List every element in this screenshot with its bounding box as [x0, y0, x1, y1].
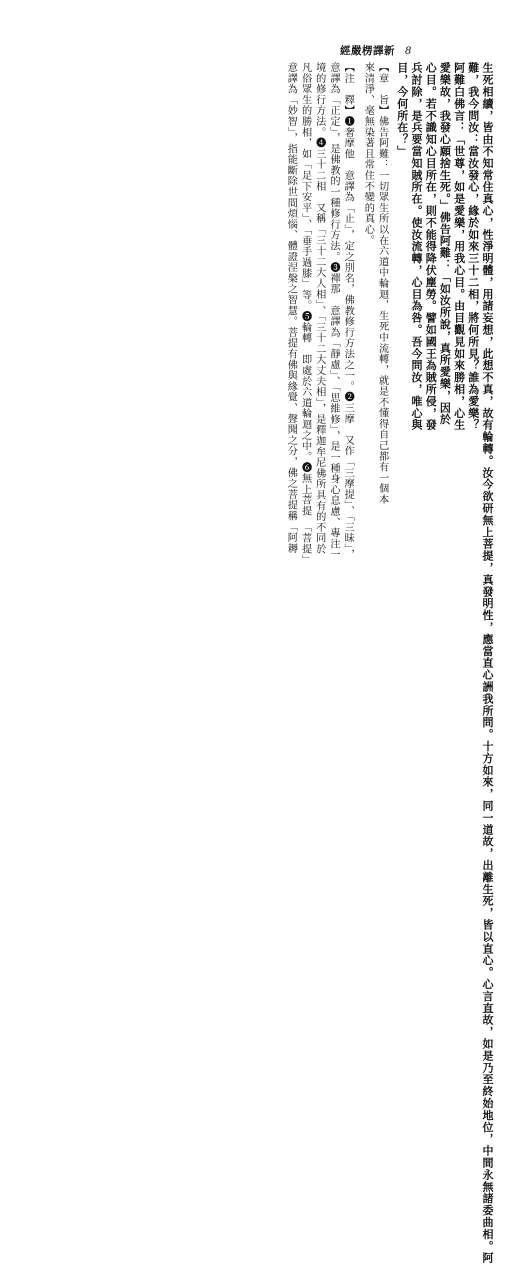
vertical-text-body	[114, 62, 494, 1264]
text-column: 難，我今問汝：當汝發心，緣於如來三十二相，將何所見？誰為愛樂？	[466, 62, 480, 431]
text-column: 心目。若不識知心目所在，則不能得降伏塵勞。譬如國王為賊所侵，發	[424, 62, 438, 431]
page-number: 8	[405, 42, 411, 57]
text-column: 目，今何所在？」	[395, 62, 409, 158]
text-column: 【章 旨】佛告阿難：一切眾生所以在六道中輪迴，生死中流轉，就是不懂得自己都有一個本	[376, 62, 388, 505]
text-column: 凡俗眾生的勝相，如「足下安平」、「垂手過膝」等。❺輪轉 即處於六道輪迴之中。❻無上菩提 「菩提」	[299, 62, 311, 566]
text-column: 來清淨、毫無染著且常住不變的真心。	[362, 62, 374, 246]
running-header	[340, 40, 500, 60]
text-column: 愛樂故，我發心願捨生死。」佛告阿難：「如汝所說，真所愛樂，因於	[438, 62, 452, 426]
text-column: 境的修行方法。❹三十二相 又稱「三十二大人相」、「三十二大丈夫相」，是釋迦牟尼佛所具有的不同於	[313, 62, 325, 555]
text-column: 意譯為「正定」，是佛教的一種修行方法。❸禪那 意譯為「靜慮」、「思維修」，是一種身心息慮、專注一	[327, 62, 339, 560]
text-column: 阿難白佛言：「世尊，如是愛樂，用我心目。由目觀見如來勝相，心生	[452, 62, 466, 431]
text-column: 生死相續，皆由不知常住真心，性淨明體，用諸妄想，此想不真，故有輪轉。汝今欲研無上菩提，真發明性，應當直心詶我所問。十方如來，同一道故，出離生死，皆以直心。心言直故，如是乃至終始地位，中間永無諸委曲相。阿	[481, 62, 494, 1264]
book-title: 經嚴楞譯新	[340, 44, 395, 57]
text-column: 【注 釋】❶奢摩他 意譯為「止」，定之別名，佛教修行方法之一。❷三摩 又作「三摩提」、「三昧」，	[342, 62, 354, 560]
text-column: 兵討除，是兵要當知賊所在。使汝流轉，心目為咎。吾今問汝，唯心與	[409, 62, 423, 431]
text-column: 意譯為「妙智」，指能斷除世間煩惱、體證涅槃之智慧。菩提有佛與緣覺、聲聞之分，佛之菩提稱「阿耨	[285, 62, 297, 554]
